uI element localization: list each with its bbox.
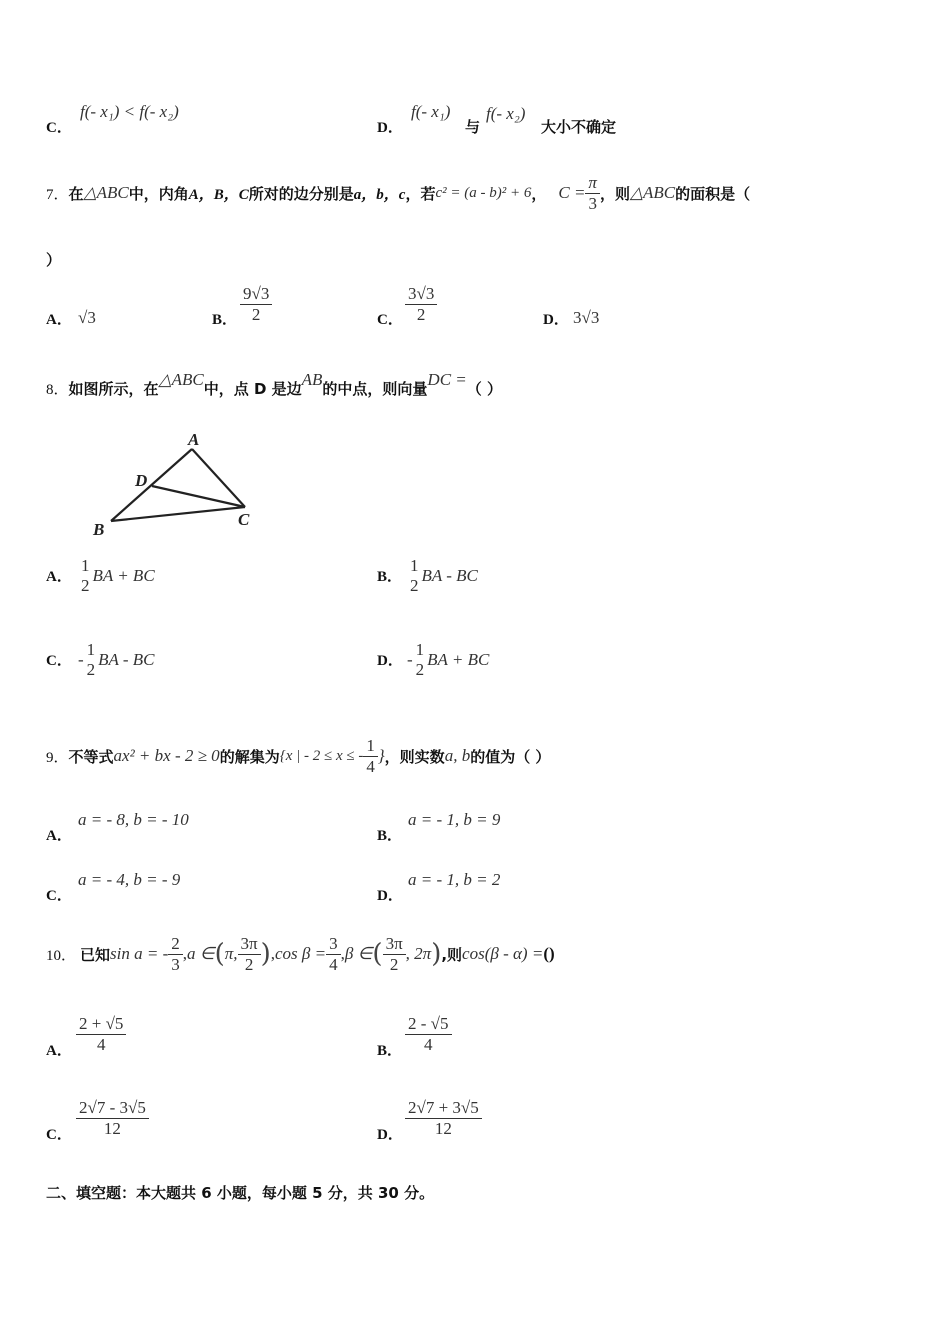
q8-option-c — [46, 640, 155, 679]
q8-option-c-sign: - — [78, 649, 84, 669]
vertex-d-label: D — [135, 471, 148, 490]
q10-sin: sin a = - — [110, 944, 169, 963]
q8-vector-dc: DC = — [427, 370, 467, 389]
segment-dc — [152, 486, 245, 507]
q9-option-b-label: B． — [377, 828, 403, 844]
q10-interval-1-start: π, — [224, 944, 238, 963]
q10-option-d-label: D． — [377, 1127, 403, 1143]
q6-option-d-mid: 与 — [465, 118, 481, 136]
q7-text-1: 在 — [68, 184, 84, 203]
q8-option-c-half: 1 2 — [86, 640, 96, 679]
q8-option-d — [377, 640, 489, 679]
q7-option-a-label: A． — [46, 312, 72, 328]
q9-option-d-value: a = - 1, b = 2 — [408, 870, 501, 889]
q8-option-a-half: 1 2 — [81, 556, 90, 595]
q10-number: 10． — [46, 947, 77, 964]
q7-angle-c: C = — [558, 183, 586, 202]
q7-text-2: 中，内角 — [128, 184, 189, 203]
q6-option-d-tail: 大小不确定 — [541, 118, 617, 136]
q10-sin-fraction: $\frac{2}{3}$ — [168, 934, 183, 974]
q10-comma-2: , — [270, 944, 276, 963]
q10-text-2: ,则 — [441, 945, 463, 964]
vertex-a-label: A — [188, 430, 200, 449]
q7-text-4: 所对的边分别是 — [248, 184, 354, 203]
q9-text-1: 不等式 — [68, 747, 114, 766]
q10-option-b-fraction: $\frac{2 - √5}{4}$ — [405, 1014, 452, 1054]
q8-text-3: 的中点，则向量 — [322, 380, 428, 398]
q6-option-d-label: D． — [377, 120, 403, 136]
q10-answer-paren: () — [543, 944, 555, 963]
q6-option-c-math: f(- x₁) < f(- x₂) — [80, 102, 179, 121]
q10-option-c-fraction: $\frac{2√7 - 3√5}{12}$ — [76, 1098, 149, 1138]
q10-cos: cos β = — [275, 944, 327, 963]
q7-pi-over-3: $\frac{\pi}{3}$ — [585, 173, 600, 213]
q9-text-4: 的值为（ ） — [470, 747, 551, 766]
q8-option-d-half: 1 2 — [415, 640, 425, 679]
q10-stem: 10． 已知 sin a = - $\frac{2}{3}$ , a ∈ ( π, $\frac{3\pi}{2}$ ) , cos β = $\frac{3}{4}$ , β ∈ ( $\frac{3\pi}{2}$ , 2π ) ,则 cos(β - α) = () — [46, 933, 555, 974]
q7-option-a-value: √3 — [78, 308, 96, 327]
q8-triangle: △ABC — [158, 370, 204, 389]
q7-text-6: ，若 — [405, 184, 436, 203]
q8-option-b-half: 1 2 — [410, 556, 419, 595]
q10-text-1: 已知 — [80, 945, 111, 964]
q8-option-b-vectors: BA - BC — [421, 565, 478, 585]
q9-option-b-value: a = - 1, b = 9 — [408, 810, 501, 829]
q9-option-a-value: a = - 8, b = - 10 — [78, 810, 189, 829]
q7-text-7: ， — [531, 184, 547, 203]
q8-option-d-vectors: BA + BC — [427, 649, 490, 669]
q8-text-2: 中，点 D 是边 — [203, 380, 302, 398]
q8-text-4: （ ） — [466, 380, 502, 398]
q10-alpha-in: a ∈ — [187, 944, 215, 963]
q9-option-c-value: a = - 4, b = - 9 — [78, 870, 181, 889]
q7-triangle-2: △ABC — [629, 183, 676, 202]
q7-option-d-value: 3√3 — [573, 308, 600, 327]
q7-triangle: △ABC — [83, 183, 129, 202]
q10-interval-2-end: , 2π — [405, 944, 432, 963]
q7-stem — [46, 168, 750, 218]
q10-option-c-label: C． — [46, 1127, 72, 1143]
q9-text-2: 的解集为 — [219, 747, 280, 766]
q10-interval-1-end: $\frac{3\pi}{2}$ — [238, 934, 261, 974]
q10-cos-fraction: $\frac{3}{4}$ — [326, 934, 341, 974]
side-ac — [192, 449, 245, 507]
q7-option-c-label: C． — [377, 312, 403, 328]
q7-sides: a，b，c — [353, 186, 406, 203]
q9-text-3: ，则实数 — [384, 747, 445, 766]
q7-angles: A，B，C — [188, 186, 249, 203]
q9-stem — [46, 730, 550, 782]
q7-close-paren: ） — [46, 251, 62, 269]
q10-comma-3: , — [340, 944, 345, 963]
q8-option-b-label: B． — [377, 569, 403, 586]
q7-text-9: 的面积是（ — [675, 184, 751, 203]
q7-option-b-label: B． — [212, 312, 238, 328]
q10-cos-diff: cos(β - α) = — [462, 944, 544, 963]
side-ab — [111, 449, 192, 521]
q10-option-d-fraction: $\frac{2√7 + 3√5}{12}$ — [405, 1098, 482, 1138]
q8-number: 8． — [46, 382, 69, 398]
vertex-c-label: C — [238, 510, 250, 529]
section-2-heading: 二、填空题：本大题共 6 小题，每小题 5 分，共 30 分。 — [46, 1184, 435, 1202]
vertex-b-label: B — [93, 520, 105, 539]
q9-ab: a, b — [444, 746, 471, 765]
q10-option-b-label: B． — [377, 1043, 403, 1059]
q8-option-a — [46, 556, 155, 595]
q8-option-c-vectors: BA - BC — [98, 649, 155, 669]
q8-side-ab: AB — [301, 370, 323, 389]
q7-option-c-fraction: $\frac{3√3}{2}$ — [405, 284, 437, 324]
q8-text-1: 如图所示，在 — [68, 380, 159, 398]
q10-option-a-label: A． — [46, 1043, 72, 1059]
q7-option-d-label: D． — [543, 312, 569, 328]
q10-beta-in: β ∈ — [344, 944, 373, 963]
q8-option-a-label: A． — [46, 569, 72, 586]
q9-option-d-label: D． — [377, 888, 403, 904]
q9-option-c-label: C． — [46, 888, 72, 904]
q7-number: 7． — [46, 186, 69, 203]
q9-set-fraction: $\frac{1}{4}$ — [363, 736, 378, 776]
q9-set-close: } — [377, 746, 385, 765]
q6-option-d-math1: f(- x₁) — [411, 102, 451, 121]
q9-option-a-label: A． — [46, 828, 72, 844]
q6-option-c-label: C． — [46, 120, 72, 136]
q6-option-d-math2: f(- x₂) — [486, 104, 526, 123]
q8-triangle-figure — [85, 425, 265, 540]
q8-option-d-sign: - — [407, 649, 413, 669]
q9-number: 9． — [46, 749, 69, 766]
q10-interval-2-start: $\frac{3\pi}{2}$ — [383, 934, 406, 974]
q7-text-8: ，则 — [599, 184, 630, 203]
q8-option-d-label: D． — [377, 653, 403, 670]
q8-option-a-vectors: BA + BC — [92, 565, 155, 585]
q10-option-a-fraction: $\frac{2 + √5}{4}$ — [76, 1014, 126, 1054]
q7-condition: c² = (a - b)² + 6 — [435, 184, 532, 201]
q10-comma-1: , — [182, 944, 188, 963]
q9-set-open: {x | - 2 ≤ x ≤ - — [279, 747, 364, 764]
q8-option-b — [377, 556, 478, 595]
q9-inequality: ax² + bx - 2 ≥ 0 — [113, 746, 220, 765]
q8-stem — [46, 370, 502, 399]
q8-option-c-label: C． — [46, 653, 72, 670]
side-bc — [111, 507, 245, 521]
q7-option-b-fraction: $\frac{9√3}{2}$ — [240, 284, 272, 324]
